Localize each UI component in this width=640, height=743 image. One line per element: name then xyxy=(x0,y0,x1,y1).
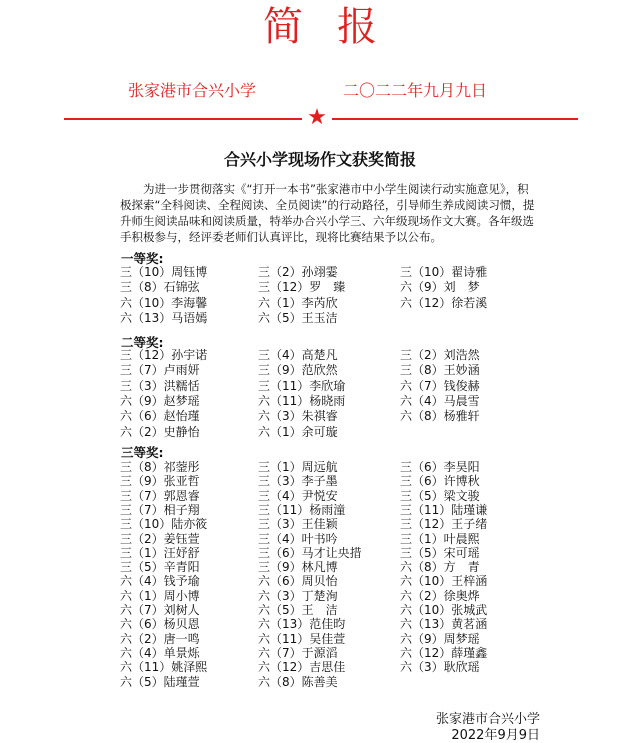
award-entry: 三（2）姜钰萱 xyxy=(120,531,200,546)
award-entry: 六（10）张城武 xyxy=(400,603,488,617)
table-row xyxy=(120,517,540,532)
award-entry: 六（13）黄茗涵 xyxy=(400,617,488,632)
table-row xyxy=(120,280,540,295)
award-entry: 六（6）赵怡瑾 xyxy=(120,409,200,424)
footer-school: 张家港市合兴小学 xyxy=(435,712,540,727)
table-row xyxy=(120,660,540,675)
table-row xyxy=(120,632,540,647)
award-entry: 六（8）陈善美 xyxy=(258,674,338,689)
table-row xyxy=(120,646,540,661)
award-entry: 六（10）李海馨 xyxy=(120,295,208,310)
table-row xyxy=(120,460,540,475)
award-entry: 六（11）杨晓雨 xyxy=(258,393,346,408)
award-entry: 六（4）单景烁 xyxy=(120,645,200,660)
award-entry: 六（2）史静怡 xyxy=(120,424,200,439)
award-entry: 三（8）祁蓥彤 xyxy=(120,460,200,474)
award-entry: 三（11）杨雨潼 xyxy=(258,502,346,517)
header-date: 二〇二二年九月九日 xyxy=(343,81,488,100)
award-entry: 三（9）张亚哲 xyxy=(120,474,200,489)
intro-paragraph: 为进一步贯彻落实《“打开一本书”张家港市中小学生阅读行动实施意见》，积极探索“全科阅读、全程阅读、全员阅读”的行动路径，引导师生养成阅读习惯，提升师生阅读品味和阅读质量，特举办合兴小学三、六年级现场作文大赛。各年级选手积极参与，经评委老师们认真评比，现将比赛结果予以公布。 xyxy=(120,182,535,244)
table-row xyxy=(120,379,540,394)
award-entry: 六（1）余可璇 xyxy=(258,424,338,439)
table-row xyxy=(120,394,540,409)
table-row xyxy=(120,348,540,363)
award-entry: 三（4）叶书吟 xyxy=(258,531,338,546)
award-entry: 六（3）朱祺睿 xyxy=(258,409,338,424)
table-row xyxy=(120,363,540,378)
award-entry: 三（5）辛青阳 xyxy=(120,560,200,575)
award-entry: 六（9）赵梦瑶 xyxy=(120,393,200,408)
award-entry: 三（8）王妙涵 xyxy=(400,363,480,378)
award-entry: 六（13）范佳昀 xyxy=(258,617,346,632)
red-star-icon: ★ xyxy=(307,105,327,130)
award-entry: 三（2）刘浩然 xyxy=(400,348,480,362)
award-entry: 三（10）周钰博 xyxy=(120,265,208,279)
award-entry: 六（5）王玉洁 xyxy=(258,310,338,325)
award-entry: 六（9）刘 梦 xyxy=(400,280,480,295)
award-entry: 六（1）李芮欣 xyxy=(258,295,338,310)
award-entry: 六（6）周贝怡 xyxy=(258,574,338,589)
award-entry: 三（10）翟诗雅 xyxy=(400,265,488,279)
table-row xyxy=(120,296,540,311)
table-row xyxy=(120,574,540,589)
award-entry: 三（12）罗 臻 xyxy=(258,280,346,295)
red-rule-right xyxy=(332,118,578,120)
award-entry: 三（6）许博秋 xyxy=(400,474,480,489)
award-entry: 三（7）相子翔 xyxy=(120,502,200,517)
red-rule-left xyxy=(64,118,302,120)
award-entry: 三（1）汪妤舒 xyxy=(120,545,200,560)
award-entry: 六（4）马晨雪 xyxy=(400,393,480,408)
header-school: 张家港市合兴小学 xyxy=(128,81,257,100)
award-entry: 三（3）洪糯恬 xyxy=(120,378,200,393)
table-row xyxy=(120,409,540,424)
table-row xyxy=(120,311,540,326)
award-entry: 三（7）卢雨妍 xyxy=(120,363,200,378)
award-entry: 六（12）吉思佳 xyxy=(258,660,346,675)
award-entry: 三（9）范欣然 xyxy=(258,363,338,378)
award-entry: 六（3）耿欣瑶 xyxy=(400,660,480,675)
award-entry: 六（13）马语嫣 xyxy=(120,310,208,325)
award-entry: 六（7）钱俊赫 xyxy=(400,378,480,393)
table-row xyxy=(120,532,540,547)
third-prize-label: 三等奖: xyxy=(121,445,164,460)
award-entry: 六（1）周小博 xyxy=(120,588,200,603)
table-row xyxy=(120,617,540,632)
award-entry: 六（8）方 青 xyxy=(400,560,480,575)
award-entry: 六（10）王梓涵 xyxy=(400,574,488,589)
award-entry: 六（9）周梦瑶 xyxy=(400,631,480,646)
award-entry: 三（10）陆亦筱 xyxy=(120,517,208,532)
award-entry: 六（5）陆瑾萱 xyxy=(120,674,200,689)
award-entry: 三（5）宋可瑶 xyxy=(400,545,480,560)
second-prize-label: 二等奖: xyxy=(121,335,164,350)
award-entry: 六（8）杨雅轩 xyxy=(400,409,480,424)
award-entry: 六（2）唐一鸣 xyxy=(120,631,200,646)
award-entry: 三（4）高楚凡 xyxy=(258,348,338,362)
award-entry: 三（5）梁文骏 xyxy=(400,488,480,503)
award-entry: 六（11）吴佳萱 xyxy=(258,631,346,646)
award-entry: 三（12）王子绪 xyxy=(400,517,488,532)
award-entry: 三（4）尹悦安 xyxy=(258,488,338,503)
award-entry: 六（7）于源滔 xyxy=(258,645,338,660)
first-prize-label: 一等奖: xyxy=(121,251,164,266)
award-entry: 三（9）林凡博 xyxy=(258,560,338,575)
award-entry: 六（4）钱予瑜 xyxy=(120,574,200,589)
award-entry: 三（2）孙翊霎 xyxy=(258,265,338,279)
table-row xyxy=(120,425,540,440)
award-entry: 六（12）薛瑾鑫 xyxy=(400,645,488,660)
award-entry: 三（1）叶晨熙 xyxy=(400,531,480,546)
award-entry: 三（3）王佳颖 xyxy=(258,517,338,532)
document-title: 合兴小学现场作文获奖简报 xyxy=(223,150,416,169)
award-entry: 三（7）郭恩睿 xyxy=(120,488,200,503)
award-entry: 三（8）石锦弦 xyxy=(120,280,200,295)
award-entry: 三（11）陆瑾谦 xyxy=(400,502,488,517)
award-entry: 三（11）李欣瑜 xyxy=(258,378,346,393)
table-row xyxy=(120,474,540,489)
award-entry: 三（6）李昊阳 xyxy=(400,460,480,474)
table-row xyxy=(120,489,540,504)
award-entry: 三（6）马才让央措 xyxy=(258,545,362,560)
award-entry: 三（1）周远航 xyxy=(258,460,338,474)
award-entry: 六（2）徐奥烨 xyxy=(400,588,480,603)
table-row xyxy=(120,546,540,561)
award-entry: 三（12）孙宇诺 xyxy=(120,348,208,362)
table-row xyxy=(120,560,540,575)
table-row xyxy=(120,503,540,518)
award-entry: 六（5）王 洁 xyxy=(258,603,338,617)
footer-date: 2022年9月9日 xyxy=(451,728,540,743)
award-entry: 三（3）李子墨 xyxy=(258,474,338,489)
table-row xyxy=(120,603,540,618)
award-entry: 六（3）丁楚洵 xyxy=(258,588,338,603)
bulletin-title: 简报 xyxy=(263,4,411,50)
award-entry: 六（12）徐若溪 xyxy=(400,295,488,310)
award-entry: 六（7）刘树人 xyxy=(120,603,200,617)
table-row xyxy=(120,675,540,690)
table-row xyxy=(120,265,540,280)
award-entry: 六（11）姚泽熙 xyxy=(120,660,208,675)
table-row xyxy=(120,589,540,604)
award-entry: 六（6）杨贝恩 xyxy=(120,617,200,632)
